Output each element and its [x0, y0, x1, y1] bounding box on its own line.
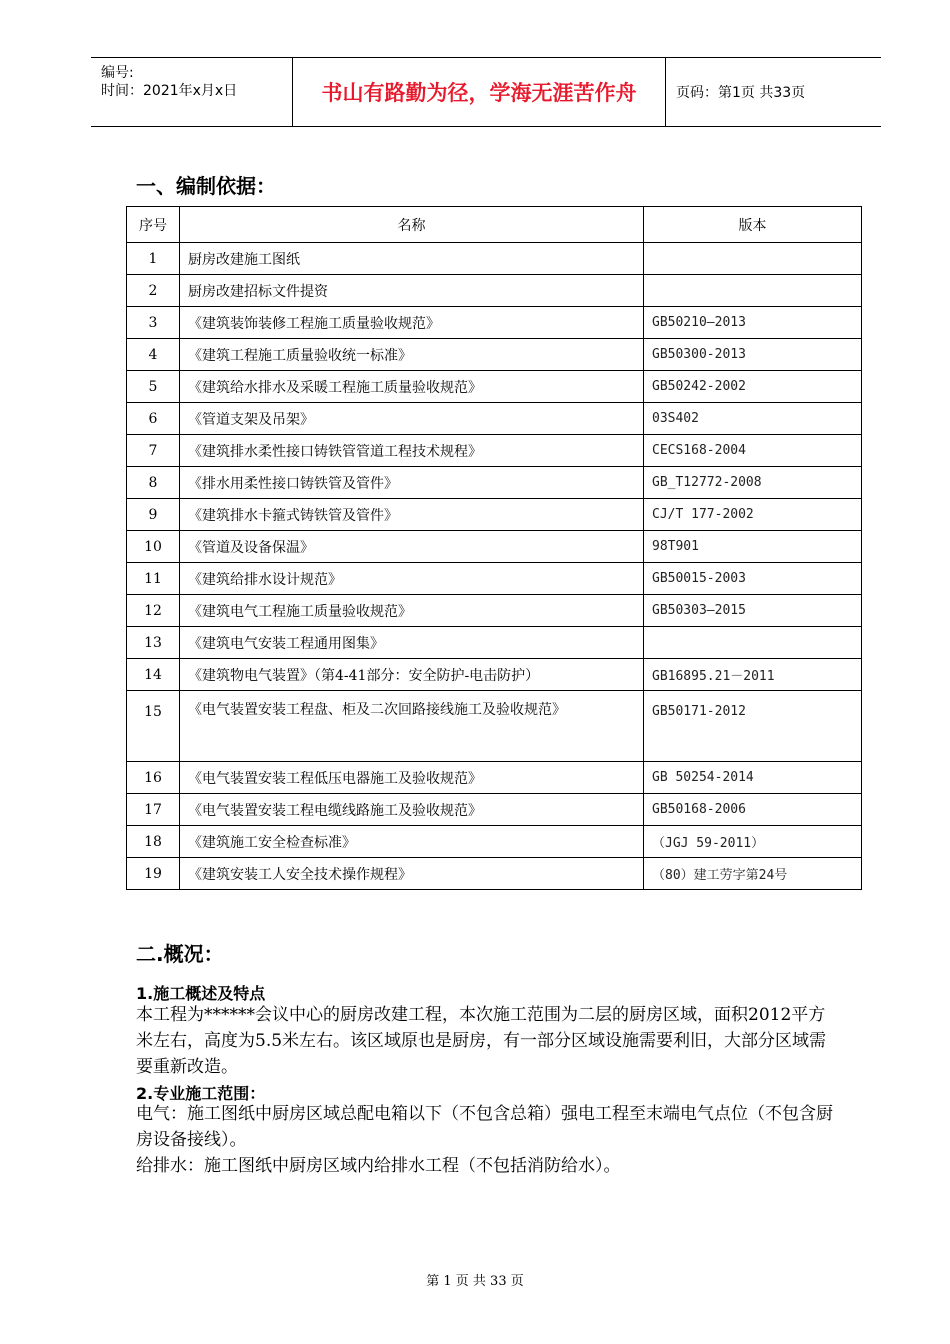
row-number: 8: [127, 467, 180, 499]
overview-paragraph: 本工程为******会议中心的厨房改建工程，本次施工范围为二层的厨房区域，面积2012平方米左右，高度为5.5米左右。该区域原也是厨房，有一部分区域设施需要利旧，大部分区域需要重新改造。: [136, 1005, 827, 1077]
section1-title: 一、编制依据：: [136, 174, 276, 198]
table-row: [127, 499, 862, 531]
row-version: GB50242-2002: [644, 371, 862, 403]
page-footer: 第 1 页 共 33 页: [426, 1274, 524, 1289]
header-motto-cell: [293, 58, 666, 126]
row-version: GB50300-2013: [644, 339, 862, 371]
row-version: [644, 275, 862, 307]
table-row: [127, 339, 862, 371]
row-name: 《管道及设备保温》: [180, 531, 644, 563]
table-row: [127, 563, 862, 595]
row-version: GB16895.21－2011: [644, 659, 862, 691]
header-page-code: 页码：第1页 共33页: [676, 85, 806, 101]
table-row: [127, 275, 862, 307]
row-version: [644, 627, 862, 659]
row-name: 《电气装置安装工程电缆线路施工及验收规范》: [180, 794, 644, 826]
reference-table: [126, 206, 862, 890]
row-version: 98T901: [644, 531, 862, 563]
subsection-scope-title: 2.专业施工范围：: [136, 1084, 266, 1103]
row-number: 4: [127, 339, 180, 371]
scope-electrical-paragraph: 电气：施工图纸中厨房区域总配电箱以下（不包含总箱）强电工程至末端电气点位（不包含厨房设备接线）。: [136, 1104, 833, 1150]
row-name: 《管道支架及吊架》: [180, 403, 644, 435]
row-version: [644, 243, 862, 275]
row-version: GB50015-2003: [644, 563, 862, 595]
table-row: [127, 762, 862, 794]
table-row: [127, 691, 862, 762]
subsection-overview-title: 1.施工概述及特点: [136, 984, 266, 1003]
table-row: [127, 403, 862, 435]
row-version: 03S402: [644, 403, 862, 435]
table-row: [127, 307, 862, 339]
table-row: [127, 826, 862, 858]
table-row: [127, 531, 862, 563]
row-number: 6: [127, 403, 180, 435]
col-header-version: 版本: [644, 207, 862, 243]
row-name: 《建筑施工安全检查标准》: [180, 826, 644, 858]
table-row: [127, 858, 862, 890]
row-version: （80）建工劳字第24号: [644, 858, 862, 890]
doc-number-label: 编号:: [101, 65, 134, 81]
scope-plumbing-paragraph: 给排水：施工图纸中厨房区域内给排水工程（不包括消防给水）。: [136, 1156, 621, 1176]
row-name: 《建筑排水卡箍式铸铁管及管件》: [180, 499, 644, 531]
row-name: 《建筑电气安装工程通用图集》: [180, 627, 644, 659]
col-header-name: 名称: [180, 207, 644, 243]
page-header: [91, 57, 881, 127]
table-row: [127, 467, 862, 499]
row-name: 《电气装置安装工程盘、柜及二次回路接线施工及验收规范》: [180, 691, 644, 762]
row-version: GB50171-2012: [644, 691, 862, 762]
row-name: 《建筑物电气装置》（第4-41部分：安全防护-电击防护）: [180, 659, 644, 691]
row-number: 12: [127, 595, 180, 627]
row-version: GB 50254-2014: [644, 762, 862, 794]
row-number: 17: [127, 794, 180, 826]
header-motto: 书山有路勤为径，学海无涯苦作舟: [321, 81, 637, 105]
row-number: 18: [127, 826, 180, 858]
row-number: 13: [127, 627, 180, 659]
row-name: 《建筑给水排水及采暖工程施工质量验收规范》: [180, 371, 644, 403]
table-body: [127, 243, 862, 890]
doc-time-label: 时间：2021年x月x日: [101, 83, 238, 99]
table-row: [127, 627, 862, 659]
row-name: 《建筑工程施工质量验收统一标准》: [180, 339, 644, 371]
row-version: GB_T12772-2008: [644, 467, 862, 499]
table-row: [127, 435, 862, 467]
table-row: [127, 794, 862, 826]
col-header-no: 序号: [127, 207, 180, 243]
row-name: 《建筑安装工人安全技术操作规程》: [180, 858, 644, 890]
row-number: 3: [127, 307, 180, 339]
row-name: 厨房改建招标文件提资: [180, 275, 644, 307]
table-header-row: [127, 207, 862, 243]
row-number: 7: [127, 435, 180, 467]
header-page-cell: [666, 58, 881, 126]
row-number: 5: [127, 371, 180, 403]
row-name: 《建筑给排水设计规范》: [180, 563, 644, 595]
row-name: 《建筑装饰装修工程施工质量验收规范》: [180, 307, 644, 339]
row-number: 19: [127, 858, 180, 890]
row-version: GB50210—2013: [644, 307, 862, 339]
row-number: 16: [127, 762, 180, 794]
row-version: CECS168-2004: [644, 435, 862, 467]
row-version: GB50168-2006: [644, 794, 862, 826]
table-row: [127, 659, 862, 691]
row-number: 1: [127, 243, 180, 275]
row-number: 2: [127, 275, 180, 307]
section2-title: 二.概况：: [136, 942, 224, 966]
row-number: 14: [127, 659, 180, 691]
row-number: 10: [127, 531, 180, 563]
row-version: GB50303—2015: [644, 595, 862, 627]
row-name: 《排水用柔性接口铸铁管及管件》: [180, 467, 644, 499]
row-number: 15: [127, 691, 180, 762]
row-number: 11: [127, 563, 180, 595]
table-row: [127, 595, 862, 627]
row-name: 《建筑排水柔性接口铸铁管管道工程技术规程》: [180, 435, 644, 467]
row-number: 9: [127, 499, 180, 531]
header-meta: [91, 58, 293, 126]
row-name: 《电气装置安装工程低压电器施工及验收规范》: [180, 762, 644, 794]
row-name: 《建筑电气工程施工质量验收规范》: [180, 595, 644, 627]
row-version: CJ/T 177-2002: [644, 499, 862, 531]
row-version: （JGJ 59-2011）: [644, 826, 862, 858]
table-row: [127, 371, 862, 403]
row-name: 厨房改建施工图纸: [180, 243, 644, 275]
table-row: [127, 243, 862, 275]
